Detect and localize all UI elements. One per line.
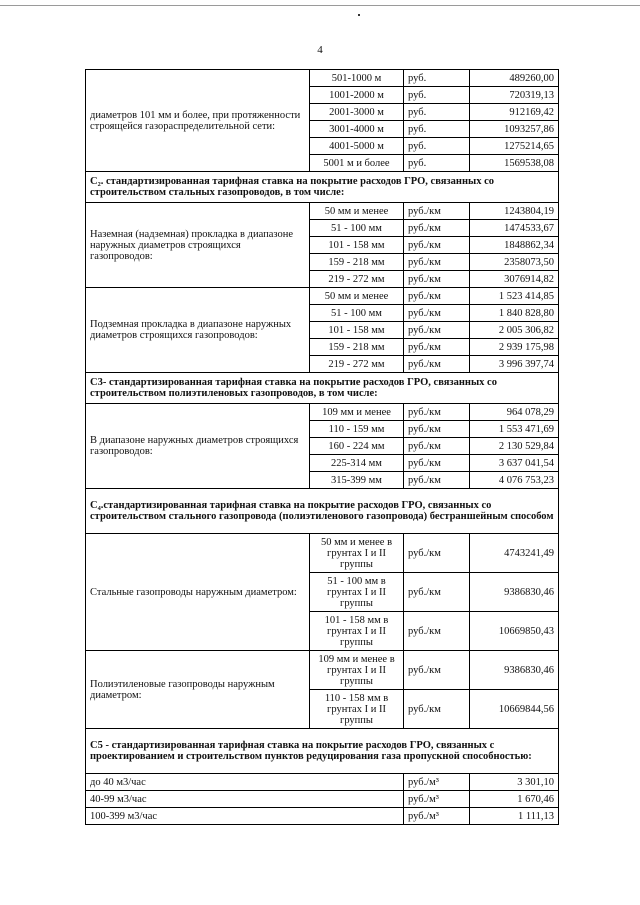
unit-cell: руб./км <box>404 339 470 356</box>
diameter-cell: 160 - 224 мм <box>310 438 404 455</box>
diameter-cell: 50 мм и менее <box>310 288 404 305</box>
section-c3-header-row <box>86 373 559 404</box>
c3-polyethylene-row <box>86 404 559 421</box>
diameter-cell: 110 - 159 мм <box>310 421 404 438</box>
page-number: 4 <box>317 44 323 56</box>
value-cell: 1569538,08 <box>470 155 559 172</box>
unit-cell: руб./км <box>404 690 470 729</box>
unit-cell: руб. <box>404 138 470 155</box>
diameter-cell: 50 мм и менее <box>310 203 404 220</box>
unit-cell: руб. <box>404 155 470 172</box>
diameter-cell: 5001 м и более <box>310 155 404 172</box>
value-cell: 1093257,86 <box>470 121 559 138</box>
value-cell: 1 840 828,80 <box>470 305 559 322</box>
diameter-cell: 159 - 218 мм <box>310 254 404 271</box>
unit-cell: руб./км <box>404 356 470 373</box>
diameter-cell: 2001-3000 м <box>310 104 404 121</box>
value-cell: 10669850,43 <box>470 612 559 651</box>
section-c4-header-row <box>86 489 559 534</box>
c2-underground-label: Подземная прокладка в диапазоне наружных диаметров строящихся газопроводов: <box>86 288 310 373</box>
diameter-cell: 219 - 272 мм <box>310 356 404 373</box>
diameter-cell: 501-1000 м <box>310 70 404 87</box>
value-cell: 2 939 175,98 <box>470 339 559 356</box>
unit-cell: руб./км <box>404 288 470 305</box>
unit-cell: руб./км <box>404 254 470 271</box>
unit-cell: руб./км <box>404 237 470 254</box>
c2-above-ground-label: Наземная (надземная) прокладка в диапазоне наружных диаметров строящихся газопроводов: <box>86 203 310 288</box>
unit-cell: руб./км <box>404 421 470 438</box>
c3-polyethylene-label: В диапазоне наружных диаметров строящихся газопроводов: <box>86 404 310 489</box>
diameter-cell: 159 - 218 мм <box>310 339 404 356</box>
diameter-cell: 3001-4000 м <box>310 121 404 138</box>
value-cell: 3076914,82 <box>470 271 559 288</box>
unit-cell: руб. <box>404 104 470 121</box>
diameter-cell: 4001-5000 м <box>310 138 404 155</box>
diameter-cell: 51 - 100 мм <box>310 220 404 237</box>
scan-speck <box>358 14 360 16</box>
diameter-cell: 101 - 158 мм <box>310 237 404 254</box>
value-cell: 1 523 414,85 <box>470 288 559 305</box>
capacity-cell: 40-99 м3/час <box>86 791 404 808</box>
c2-above-ground-row <box>86 203 559 220</box>
diameter-cell: 219 - 272 мм <box>310 271 404 288</box>
scan-top-edge <box>0 5 640 6</box>
value-cell: 964 078,29 <box>470 404 559 421</box>
tariff-table-body <box>86 70 559 825</box>
value-cell: 4743241,49 <box>470 534 559 573</box>
c4-steel-row <box>86 534 559 573</box>
value-cell: 3 637 041,54 <box>470 455 559 472</box>
diameter-cell: 101 - 158 мм в грунтах I и II группы <box>310 612 404 651</box>
c4-polyethylene-label: Полиэтиленовые газопроводы наружным диаметром: <box>86 651 310 729</box>
unit-cell: руб./км <box>404 220 470 237</box>
diameter-cell: 101 - 158 мм <box>310 322 404 339</box>
section-c2-header-row <box>86 172 559 203</box>
diameter-cell: 50 мм и менее в грунтах I и II группы <box>310 534 404 573</box>
value-cell: 2 130 529,84 <box>470 438 559 455</box>
unit-cell: руб./км <box>404 305 470 322</box>
unit-cell: руб./м³ <box>404 774 470 791</box>
c5-row <box>86 774 559 791</box>
unit-cell: руб./км <box>404 472 470 489</box>
unit-cell: руб./км <box>404 203 470 220</box>
diameter-cell: 1001-2000 м <box>310 87 404 104</box>
section-c4-header: С₄.стандартизированная тарифная ставка на покрытие расходов ГРО, связанных со строительством стального газопровода (полиэтиленового газопровода) бестраншейным способом <box>86 489 559 534</box>
section-c5-header-row <box>86 729 559 774</box>
diameter-cell: 315-399 мм <box>310 472 404 489</box>
c2-underground-row <box>86 288 559 305</box>
tariff-table <box>85 69 559 825</box>
value-cell: 489260,00 <box>470 70 559 87</box>
unit-cell: руб./м³ <box>404 791 470 808</box>
value-cell: 2 005 306,82 <box>470 322 559 339</box>
value-cell: 720319,13 <box>470 87 559 104</box>
unit-cell: руб./км <box>404 534 470 573</box>
value-cell: 1848862,34 <box>470 237 559 254</box>
c5-row <box>86 808 559 825</box>
unit-cell: руб./км <box>404 455 470 472</box>
capacity-cell: до 40 м3/час <box>86 774 404 791</box>
c4-polyethylene-row <box>86 651 559 690</box>
unit-cell: руб. <box>404 121 470 138</box>
value-cell: 4 076 753,23 <box>470 472 559 489</box>
value-cell: 10669844,56 <box>470 690 559 729</box>
section-c5-header: С5 - стандартизированная тарифная ставка на покрытие расходов ГРО, связанных с проектированием и строительством пунктов редуцирования газа пропускной способностью: <box>86 729 559 774</box>
value-cell: 9386830,46 <box>470 573 559 612</box>
value-cell: 2358073,50 <box>470 254 559 271</box>
section-c2-header: С₂. стандартизированная тарифная ставка на покрытие расходов ГРО, связанных со строительством стальных газопроводов, в том числе: <box>86 172 559 203</box>
diameter-cell: 51 - 100 мм <box>310 305 404 322</box>
diameter-cell: 109 мм и менее <box>310 404 404 421</box>
unit-cell: руб. <box>404 70 470 87</box>
section-c3-header: С3- стандартизированная тарифная ставка на покрытие расходов ГРО, связанных со строительством полиэтиленовых газопроводов, в том числе: <box>86 373 559 404</box>
unit-cell: руб./км <box>404 573 470 612</box>
diameter-cell: 51 - 100 мм в грунтах I и II группы <box>310 573 404 612</box>
unit-cell: руб./м³ <box>404 808 470 825</box>
value-cell: 1474533,67 <box>470 220 559 237</box>
diameter-cell: 109 мм и менее в грунтах I и II группы <box>310 651 404 690</box>
section1-label: диаметров 101 мм и более, при протяженности строящейся газораспределительной сети: <box>86 70 310 172</box>
unit-cell: руб./км <box>404 271 470 288</box>
value-cell: 3 996 397,74 <box>470 356 559 373</box>
value-cell: 1 111,13 <box>470 808 559 825</box>
capacity-cell: 100-399 м3/час <box>86 808 404 825</box>
value-cell: 912169,42 <box>470 104 559 121</box>
diameter-cell: 110 - 158 мм в грунтах I и II группы <box>310 690 404 729</box>
value-cell: 9386830,46 <box>470 651 559 690</box>
unit-cell: руб. <box>404 87 470 104</box>
unit-cell: руб./км <box>404 322 470 339</box>
c5-row <box>86 791 559 808</box>
unit-cell: руб./км <box>404 438 470 455</box>
unit-cell: руб./км <box>404 404 470 421</box>
section1-row <box>86 70 559 87</box>
value-cell: 1 670,46 <box>470 791 559 808</box>
value-cell: 1243804,19 <box>470 203 559 220</box>
value-cell: 1 553 471,69 <box>470 421 559 438</box>
value-cell: 3 301,10 <box>470 774 559 791</box>
unit-cell: руб./км <box>404 651 470 690</box>
diameter-cell: 225-314 мм <box>310 455 404 472</box>
unit-cell: руб./км <box>404 612 470 651</box>
value-cell: 1275214,65 <box>470 138 559 155</box>
c4-steel-label: Стальные газопроводы наружным диаметром: <box>86 534 310 651</box>
